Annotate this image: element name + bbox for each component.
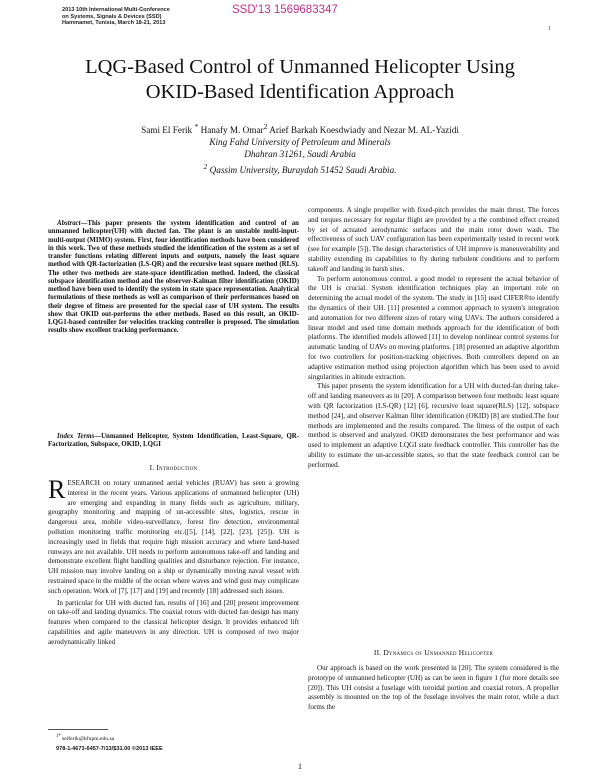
author-name: Hanafy M. Omar xyxy=(200,125,264,136)
section-2-heading xyxy=(308,648,559,657)
intro-body xyxy=(48,475,299,648)
right-column-body xyxy=(308,206,559,471)
section-1-heading xyxy=(48,463,299,472)
footnote-mark: 1* xyxy=(56,734,61,739)
footnote-email: selferik@kfupm.edu.sa xyxy=(62,735,115,742)
index-terms xyxy=(48,433,299,450)
right-paragraph-1: components. A single propeller with fixed-pitch provides the main thrust. The forces and torques necessary for regular flight are provided by a the combined effect created by set of actuated aerodynamic surfaces and the main rotor down wash. The effectiveness of such UAV configuration has been experimentally tested in recent work (see for example [5]). The design characteristics of UH improve is maneuverability and stability extending its capabilities to fly during turbulent conditions and to perform takeoff and landing in harsh sites. xyxy=(308,206,559,273)
author-name: Arief Barkah Koesdwiady and Nezar M. AL-Yazidi xyxy=(269,125,459,136)
conference-header xyxy=(62,7,170,27)
copyright-notice: 978-1-4673-6457-7/13/$31.00 ©2013 IEEE xyxy=(56,746,163,752)
page-number: 1 xyxy=(298,762,302,771)
abstract xyxy=(48,220,299,336)
author-mark: 2 xyxy=(263,122,268,131)
index-terms-lead: Index Terms xyxy=(57,433,95,440)
section-number: II. xyxy=(373,648,382,657)
right-paragraph-3: This paper presents the system identification for a UH with ducted-fan during take-off and landing maneuvers as in [20]. A comparison between four methods: least square with QR factorization (LS-QR) [12] [6], recursive least square(RLS) [12], subspace method [24], and observer Kalman filter identification (OKID) [8] are studied.The four methods are implemented and the results compared. The fitness of the output of each method is observed and analyzed. OKID demonstrates the best performance and was used to implement an adaptive LQGI state feedback controller. This controller has the ability to estimate the un-accessible states, so that the state feedback control can be performed. xyxy=(308,382,559,469)
affiliation-1-city: Dhahran 31261, Saudi Arabia xyxy=(244,149,356,160)
affiliation-1: King Fahd University of Petroleum and Minerals xyxy=(209,137,391,148)
index-terms-text: —Unmanned Helicopter, System Identification, Least-Square, QR-Factorization, Subspace, OKID, LQGI xyxy=(48,433,299,449)
affiliation-2 xyxy=(0,161,600,176)
intro-paragraph-2: In particular for UH with ducted fan, results of [16] and [20] present improvement on take-off and landing dynamics. The coaxial rotors with ducted fan design has many features when compared to the classical helicopter design. It provides enhanced lift capabilities and agile maneuvers in any direction. UH is composed of two major aerodynamically linked xyxy=(48,598,299,646)
conference-line: Hammamet, Tunisia, March 18-21, 2013 xyxy=(62,20,166,27)
affiliation-2-text: Qassim University, Buraydah 51452 Saudi Arabia. xyxy=(209,164,397,175)
author-name: Sami El Ferik xyxy=(141,125,193,136)
author-block xyxy=(0,121,600,176)
title-line: LQG-Based Control of Unmanned Helicopter Using xyxy=(85,56,515,78)
section-2-body xyxy=(308,664,559,713)
author-mark: * xyxy=(194,122,199,131)
intro-paragraph-1: ESEARCH on rotary unmanned aerial vehicles (RUAV) has seen a growing interest in the recent years. Various applications of unmanned helicopter (UH) are emerging and expanding in many fields such as agriculture, military, geography monitoring and mapping of un-accessible sites, logistics, rescue in dangerous area, mobile video-surveillance, forest fire detection, environmental pollution monitoring traffic monitoring etc.([5], [14], [22], [23], [25]). UH is increasingly used in fields that require high mission accuracy and where land-based runways are not available. UH needs to perform autonomous take-off and landing and demonstrate excellent flight handling qualities and disturbance rejection. For instance, UH mission may involve landing on a ship or dynamically moving naval vessel with restrained space in the middle of the ocean where waves and wind gust may complicate such operation. Work of [7], [17] and [19] and recently [18] addressed such issues. xyxy=(48,479,299,595)
abstract-text: —This paper presents the system identification and control of an unmanned helicopter(UH) with ducted fan. The plant is an unstable multi-input-multi-output (MIMO) system. First, four identification methods have been considered in this work. Two of these methods studied the identification of the system as a set of transfer functions relating different inputs and outputs, namely the least square method with QR-factorization (LS-QR) and the recursive least square method (RLS). The other two methods are state-space identification method. Indeed, the classical subspace identification method and the observer-Kalman filter identification (OKID) method have been used to identify the system in state space representation. Analytical formulations of these methods as well as comparison of their performances based on their degree of fitness are presented for the special case of UH system. The results show that OKID out-performs the other methods. Based on this result, an OKID-LQG1-based controller for velocities tracking controller is proposed. The simulation results show excellent tracking performance. xyxy=(48,220,299,335)
affiliation-mark: 2 xyxy=(203,161,208,171)
drop-cap: R xyxy=(48,475,66,504)
author-names xyxy=(0,121,600,136)
footnote xyxy=(56,734,114,742)
title-line: OKID-Based Identification Approach xyxy=(145,81,455,103)
conference-line: 2013 10th International Multi-Conference xyxy=(62,7,170,13)
abstract-lead: Abstract xyxy=(57,220,81,227)
section-number: I. xyxy=(149,463,155,472)
conference-line: on Systems, Signals & Devices (SSD) xyxy=(62,13,162,20)
paper-id-watermark: SSD'13 1569683347 xyxy=(232,4,338,16)
right-paragraph-2: To perform autonomous control, a good model to represent the actual behavior of the UH is crucial. System identification techniques play an important role on determining the actual model of the system. The study in [15] used CIFER®to identify the dynamics of their UH. [11] presented a common approach to system's integration and automation for two different sizes of rotary wing UAVs. The authors considered a linear model and used time domain methods approach for the identification of both platforms. The identified models allowed [11] to develop nonlinear control systems for automatic landing of UAVs on moving platforms. [18] presented an adaptive algorithm for two controllers for position-tracking objectives. Both controllers depend on an adaptive estimation method using projection algorithm which has been used to avoid singularities in altitude extraction. xyxy=(308,274,559,381)
paper-title xyxy=(0,55,600,105)
section-title: Dynamics of Unmanned Helicopter xyxy=(383,648,494,657)
top-page-mark: 1 xyxy=(548,26,551,32)
section-title: Introduction xyxy=(156,463,198,472)
right-paragraph-4: Our approach is based on the work presented in [20]. The system considered is the prototype of unmanned helicopter (UH) as can be seen in figure 1 (for more details see [20]). This UH consist a fuselage with toroidal portion and coaxial rotors. A propeller assembly is mounted on the top of the fuselage involves the main rotor, while a duct forms the xyxy=(308,664,559,712)
footnote-rule xyxy=(48,729,108,730)
